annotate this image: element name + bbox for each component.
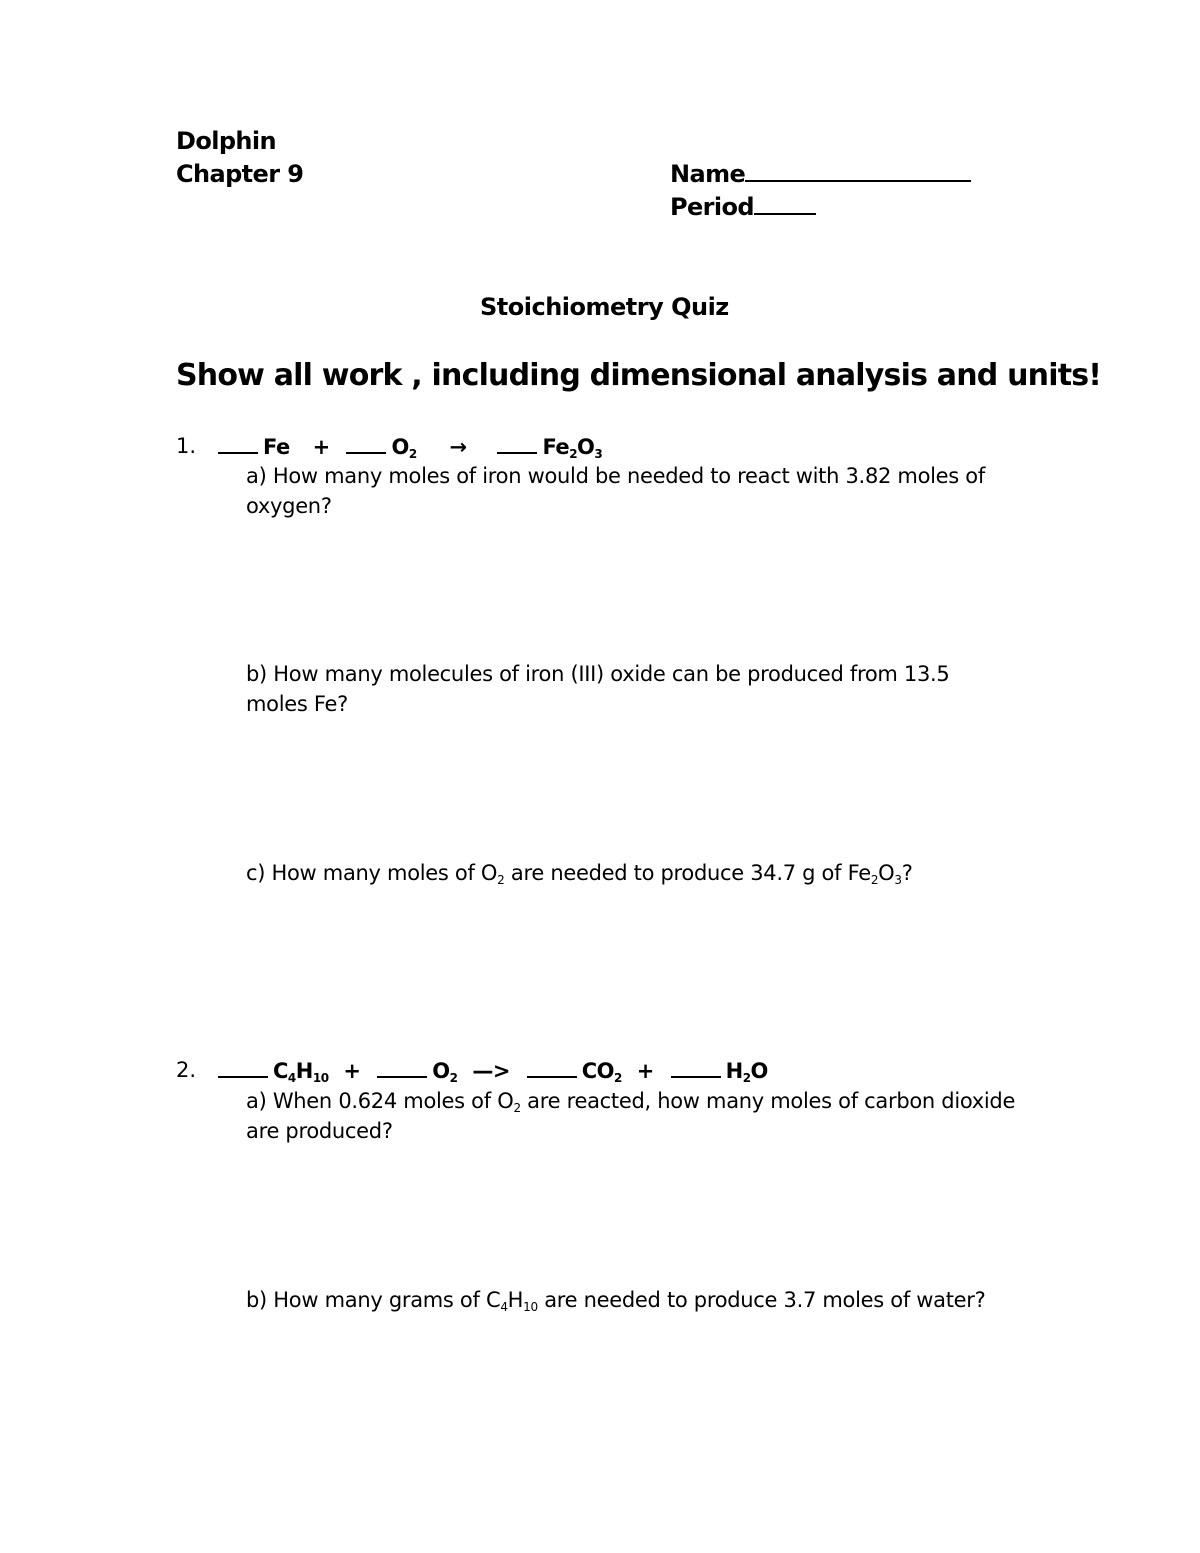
course-name: Dolphin bbox=[176, 127, 277, 155]
chapter-label: Chapter 9 bbox=[176, 160, 304, 188]
arrow-icon: → bbox=[449, 435, 467, 459]
equation-2: $C_4H_{10} + O_2$ —> $CO_2 + H_2O$ bbox=[218, 1058, 768, 1083]
instructions: Show all work , including dimensional analysis and units! bbox=[176, 358, 1102, 393]
coefficient-blank[interactable] bbox=[346, 434, 386, 454]
equation-1: $Fe + O_2 \to Fe_2O_3$ bbox=[218, 434, 602, 459]
arrow-icon: —> bbox=[472, 1059, 510, 1083]
question-2b: b) How many grams of $C_4H_{10}$ are needed to produce 3.7 moles of water? bbox=[246, 1288, 986, 1314]
question-2a: a) When 0.624 moles of $O_2$ are reacted, how many moles of carbon dioxide are produced? bbox=[246, 1089, 1016, 1143]
coefficient-blank[interactable] bbox=[527, 1058, 577, 1078]
name-label: Name bbox=[670, 160, 746, 188]
question-1b: b) How many molecules of iron (III) oxide can be produced from 13.5 moles Fe? bbox=[246, 662, 950, 716]
question-1c: c) How many moles of $O_2$ are needed to produce 34.7 g of $Fe_2O_3$? bbox=[246, 861, 913, 887]
coefficient-blank[interactable] bbox=[497, 434, 537, 454]
name-blank[interactable] bbox=[745, 160, 971, 182]
coefficient-blank[interactable] bbox=[218, 434, 258, 454]
question-number-2: 2. bbox=[176, 1058, 197, 1082]
period-blank[interactable] bbox=[754, 193, 816, 215]
name-field[interactable] bbox=[670, 160, 971, 188]
question-1a: a) How many moles of iron would be needed to react with 3.82 moles of oxygen? bbox=[246, 464, 985, 518]
coefficient-blank[interactable] bbox=[671, 1058, 721, 1078]
period-label: Period bbox=[670, 193, 754, 221]
quiz-title: Stoichiometry Quiz bbox=[480, 293, 729, 321]
question-number-1: 1. bbox=[176, 434, 197, 458]
coefficient-blank[interactable] bbox=[218, 1058, 268, 1078]
period-field[interactable] bbox=[670, 193, 816, 221]
coefficient-blank[interactable] bbox=[377, 1058, 427, 1078]
